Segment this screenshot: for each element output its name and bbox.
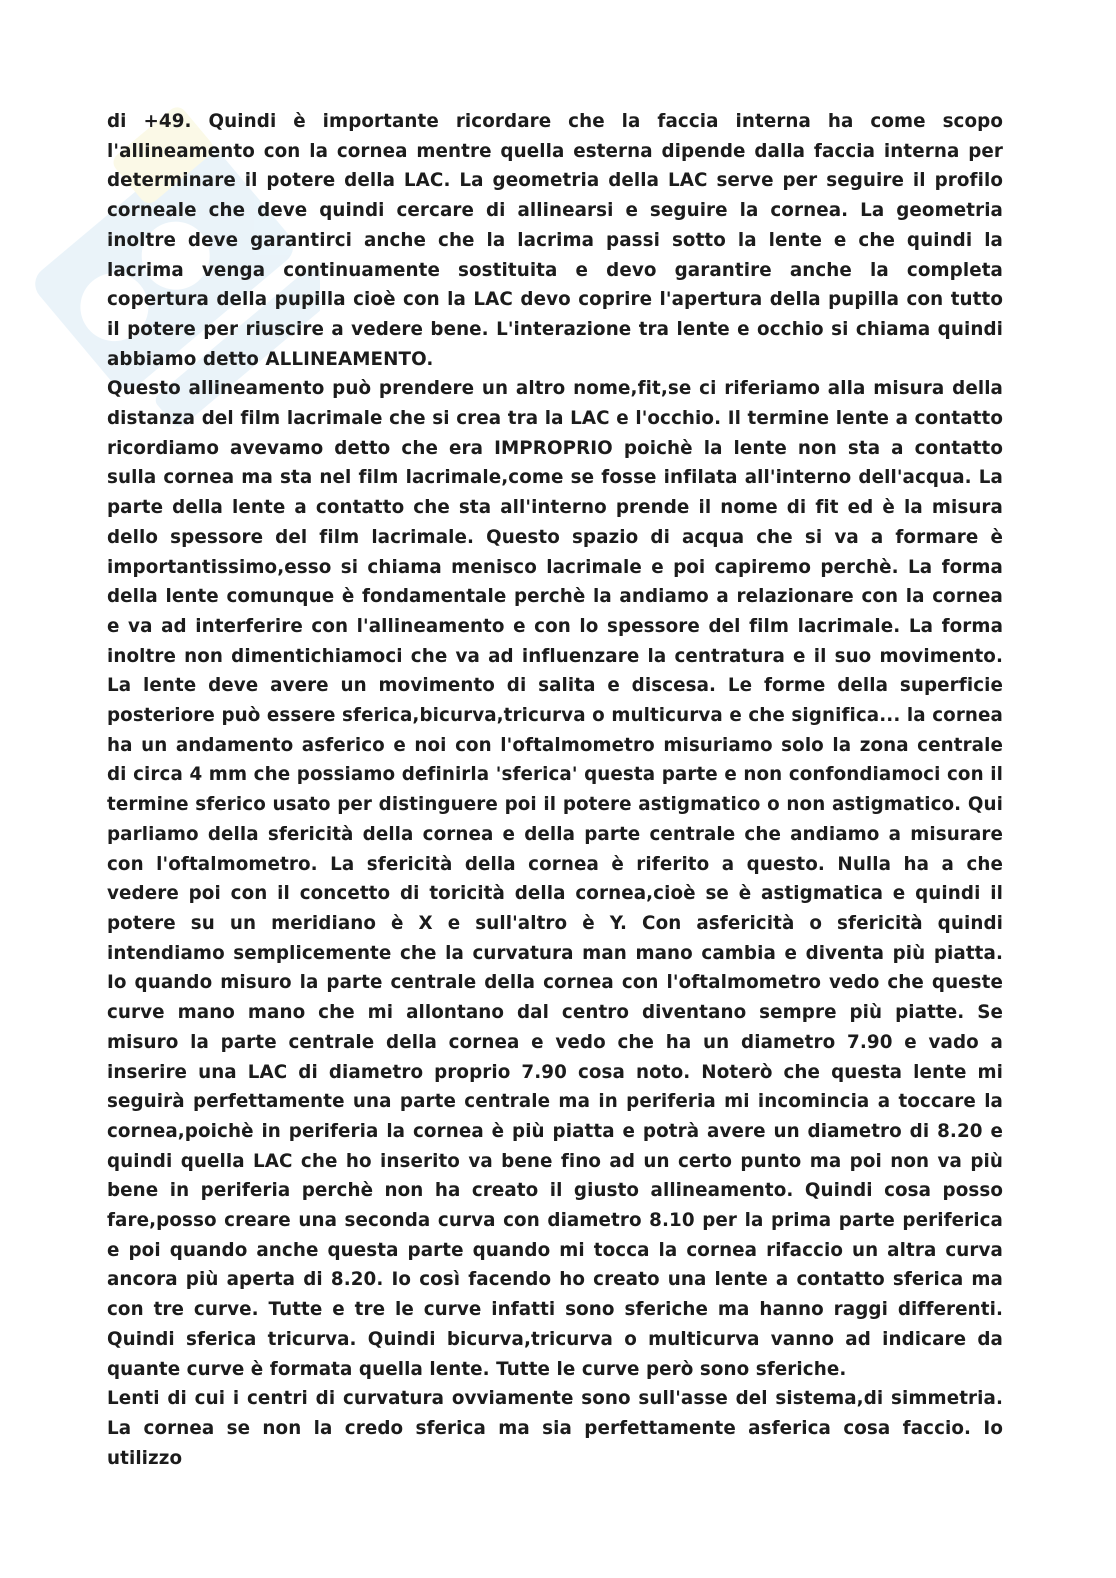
paragraph: Lenti di cui i centri di curvatura ovviamente sono sull'asse del sistema,di simmetria. La cornea se non la credo sferica ma sia perfettamente asferica cosa faccio. Io utilizzo <box>107 1388 1003 1469</box>
paragraph: di +49. Quindi è importante ricordare che la faccia interna ha come scopo l'allineamento con la cornea mentre quella esterna dipende dalla faccia interna per determinare il potere della LAC. La geometria della LAC serve per seguire il profilo corneale che deve quindi cercare di allinearsi e seguire la cornea. La geometria inoltre deve garantirci anche che la lacrima passi sotto la lente e che quindi la lacrima venga continuamente sostituita e devo garantire anche la completa copertura della pupilla cioè con la LAC devo coprire l'apertura della pupilla con tutto il potere per riuscire a vedere bene. L'interazione tra lente e occhio si chiama quindi abbiamo detto ALLINEAMENTO. <box>107 111 1003 370</box>
paragraph: Questo allineamento può prendere un altro nome,fit,se ci riferiamo alla misura della distanza del film lacrimale che si crea tra la LAC e l'occhio. Il termine lente a contatto ricordiamo avevamo detto che era IMPROPRIO poichè la lente non sta a contatto sulla cornea ma sta nel film lacrimale,come se fosse infilata all'interno dell'acqua. La parte della lente a contatto che sta all'interno prende il nome di fit ed è la misura dello spessore del film lacrimale. Questo spazio di acqua che si va a formare è importantissimo,esso si chiama menisco lacrimale e poi capiremo perchè. La forma della lente comunque è fondamentale perchè la andiamo a relazionare con la cornea e va ad interferire con l'allineamento e con lo spessore del film lacrimale. La forma inoltre non dimentichiamoci che va ad influenzare la centratura e il suo movimento. La lente deve avere un movimento di salita e discesa. Le forme della superficie posteriore può essere sferica,bicurva,tricurva o multicurva e che significa... la cornea ha un andamento asferico e noi con l'oftalmometro misuriamo solo la zona centrale di circa 4 mm che possiamo definirla 'sferica' questa parte e non confondiamoci con il termine sferico usato per distinguere poi il potere astigmatico o non astigmatico. Qui parliamo della sfericità della cornea e della parte centrale che andiamo a misurare con l'oftalmometro. La sfericità della cornea è riferito a questo. Nulla ha a che vedere poi con il concetto di toricità della cornea,cioè se è astigmatica e quindi il potere su un meridiano è X e sull'altro è Y. Con asfericità o sfericità quindi intendiamo semplicemente che la curvatura man mano cambia e diventa più piatta. Io quando misuro la parte centrale della cornea con l'oftalmometro vedo che queste curve mano mano che mi allontano dal centro diventano sempre più piatte. Se misuro la parte centrale della cornea e vedo che ha un diametro 7.90 e vado a inserire una LAC di diametro proprio 7.90 cosa noto. Noterò che questa lente mi seguirà perfettamente una parte centrale ma in periferia mi incomincia a toccare la cornea,poichè in periferia la cornea è più piatta e potrà avere un diametro di 8.20 e quindi quella LAC che ho inserito va bene fino ad un certo punto ma poi non va più bene in periferia perchè non ha creato il giusto allineamento. Quindi cosa posso fare,posso creare una seconda curva con diametro 8.10 per la prima parte periferica e poi quando anche questa parte quando mi tocca la cornea rifaccio un altra curva ancora più aperta di 8.20. Io così facendo ho creato una lente a contatto sferica ma con tre curve. Tutte e tre le curve infatti sono sferiche ma hanno raggi differenti. Quindi sferica tricurva. Quindi bicurva,tricurva o multicurva vanno ad indicare da quante curve è formata quella lente. Tutte le curve però sono sferiche. <box>107 378 1003 1380</box>
document-body <box>107 107 1003 1473</box>
